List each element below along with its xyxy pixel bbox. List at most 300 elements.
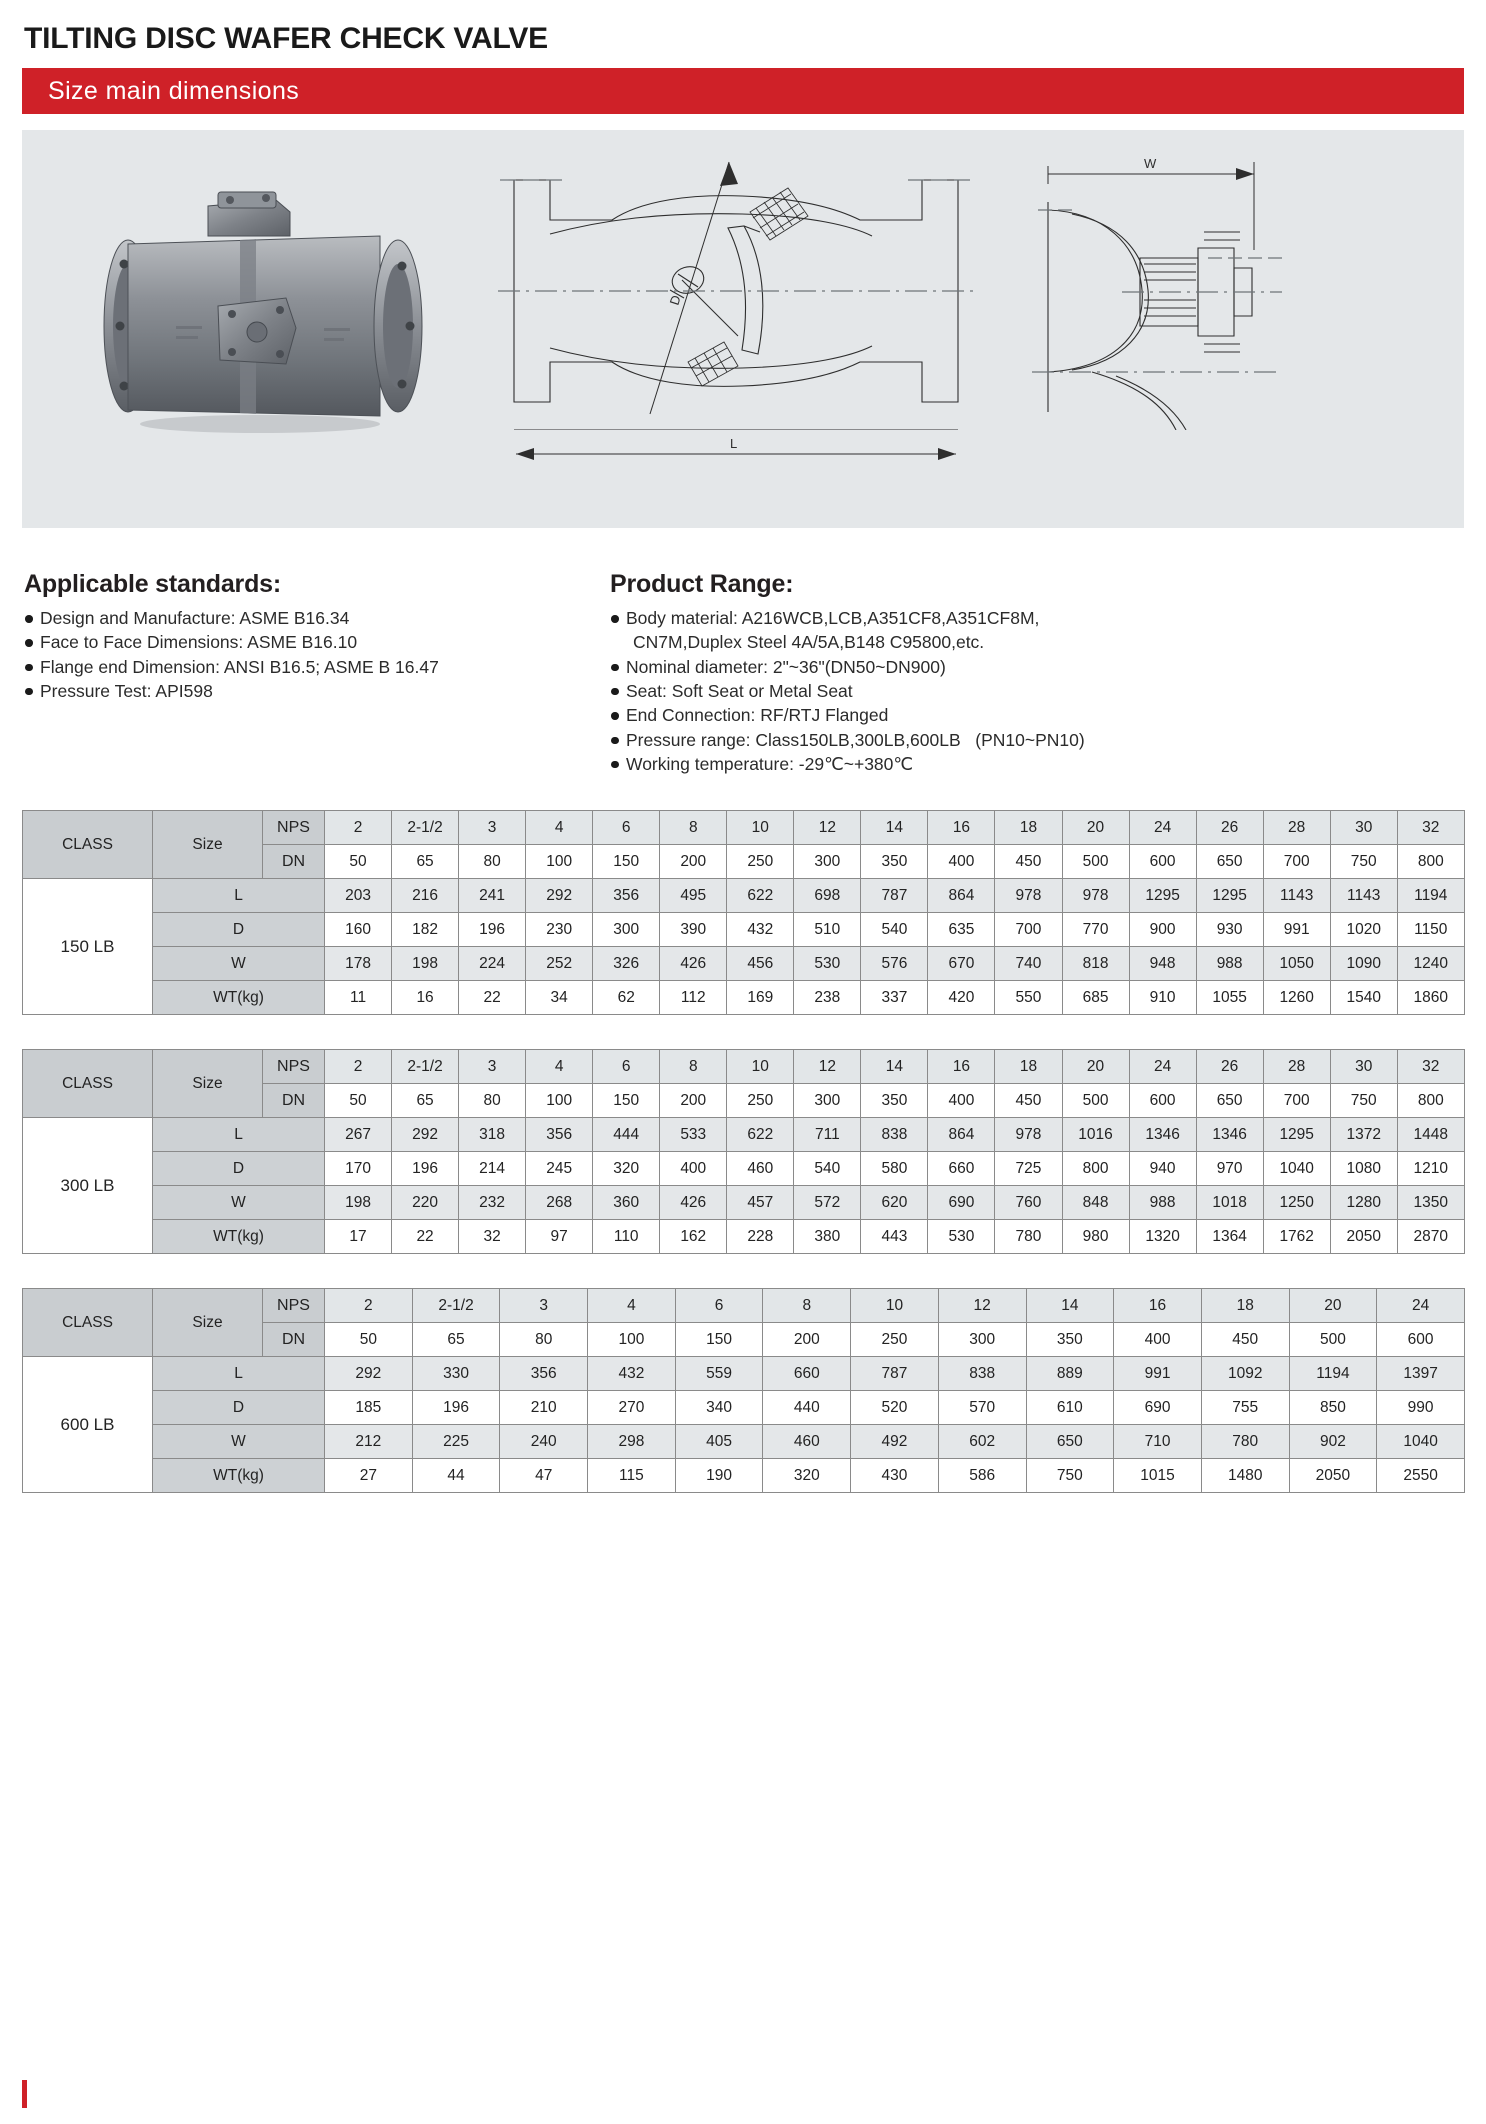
cell-L-10: 978 [995, 1118, 1062, 1152]
dn-value-1: 65 [392, 845, 459, 879]
cell-W-13: 1018 [1196, 1186, 1263, 1220]
list-item-continuation: CN7M,Duplex Steel 4A/5A,B148 C95800,etc. [633, 632, 985, 653]
cell-L-3: 432 [588, 1357, 676, 1391]
cell-D-10: 700 [995, 913, 1062, 947]
cell-W-7: 530 [794, 947, 861, 981]
cell-L-8: 787 [861, 879, 928, 913]
table-row [23, 947, 1465, 981]
nps-value-4: 6 [675, 1289, 763, 1323]
cell-W-1: 198 [392, 947, 459, 981]
cell-L-10: 1092 [1201, 1357, 1289, 1391]
dimension-label-d: D [666, 293, 684, 307]
nps-value-0: 2 [325, 1050, 392, 1084]
nps-value-2: 3 [500, 1289, 588, 1323]
cell-L-5: 660 [763, 1357, 851, 1391]
cell-D-0: 185 [325, 1391, 413, 1425]
cell-W-2: 240 [500, 1425, 588, 1459]
dn-value-8: 350 [1026, 1323, 1114, 1357]
table-row [23, 1459, 1465, 1493]
cell-L-1: 216 [392, 879, 459, 913]
cell-L-1: 292 [392, 1118, 459, 1152]
nps-value-10: 18 [1201, 1289, 1289, 1323]
cell-L-6: 787 [851, 1357, 939, 1391]
cell-WTkg-2: 47 [500, 1459, 588, 1493]
cell-D-10: 725 [995, 1152, 1062, 1186]
class-label: 600 LB [23, 1357, 153, 1493]
nps-value-12: 24 [1129, 1050, 1196, 1084]
info-columns [22, 570, 1464, 776]
cell-D-2: 210 [500, 1391, 588, 1425]
cell-D-7: 570 [938, 1391, 1026, 1425]
dn-value-6: 250 [851, 1323, 939, 1357]
cell-W-16: 1240 [1397, 947, 1464, 981]
class-label: 150 LB [23, 879, 153, 1015]
cell-L-4: 559 [675, 1357, 763, 1391]
cell-W-5: 426 [660, 1186, 727, 1220]
cell-D-5: 400 [660, 1152, 727, 1186]
cell-D-4: 340 [675, 1391, 763, 1425]
row-label-W: W [153, 947, 325, 981]
cell-L-9: 864 [928, 879, 995, 913]
cell-D-7: 510 [794, 913, 861, 947]
cell-D-15: 1020 [1330, 913, 1397, 947]
nps-value-13: 26 [1196, 1050, 1263, 1084]
dn-value-9: 400 [928, 845, 995, 879]
nps-value-12: 24 [1129, 811, 1196, 845]
row-label-D: D [153, 1152, 325, 1186]
cell-W-3: 252 [526, 947, 593, 981]
dn-value-12: 600 [1129, 1084, 1196, 1118]
dn-value-7: 300 [938, 1323, 1026, 1357]
cell-W-16: 1350 [1397, 1186, 1464, 1220]
dimension-label-l: L [730, 436, 738, 451]
applicable-standards-heading: Applicable standards: [24, 570, 281, 598]
cell-L-7: 838 [938, 1357, 1026, 1391]
nps-value-9: 16 [1114, 1289, 1202, 1323]
cell-L-2: 356 [500, 1357, 588, 1391]
dn-value-13: 650 [1196, 1084, 1263, 1118]
cell-D-6: 520 [851, 1391, 939, 1425]
dn-value-10: 450 [995, 1084, 1062, 1118]
cell-WTkg-10: 550 [995, 981, 1062, 1015]
cell-WTkg-8: 337 [861, 981, 928, 1015]
cell-L-12: 1295 [1129, 879, 1196, 913]
cell-L-0: 203 [325, 879, 392, 913]
cell-D-14: 1040 [1263, 1152, 1330, 1186]
dn-value-5: 200 [660, 1084, 727, 1118]
cell-WTkg-0: 27 [325, 1459, 413, 1493]
nps-value-11: 20 [1289, 1289, 1377, 1323]
cell-WTkg-10: 780 [995, 1220, 1062, 1254]
dn-value-6: 250 [727, 1084, 794, 1118]
cell-D-8: 610 [1026, 1391, 1114, 1425]
cell-WTkg-5: 112 [660, 981, 727, 1015]
cell-WTkg-14: 1762 [1263, 1220, 1330, 1254]
cell-L-5: 495 [660, 879, 727, 913]
cell-WTkg-12: 1320 [1129, 1220, 1196, 1254]
dn-value-5: 200 [660, 845, 727, 879]
cell-W-12: 1040 [1377, 1425, 1465, 1459]
cell-L-14: 1143 [1263, 879, 1330, 913]
cell-D-8: 540 [861, 913, 928, 947]
nps-value-3: 4 [526, 1050, 593, 1084]
row-label-L: L [153, 1357, 325, 1391]
dn-value-14: 700 [1263, 1084, 1330, 1118]
dn-value-11: 500 [1062, 1084, 1129, 1118]
nps-value-7: 12 [794, 1050, 861, 1084]
header-class-label: CLASS [23, 1050, 153, 1118]
dn-value-9: 400 [1114, 1323, 1202, 1357]
cell-W-5: 460 [763, 1425, 851, 1459]
cell-W-6: 492 [851, 1425, 939, 1459]
product-range-block [584, 570, 1284, 776]
cell-L-10: 978 [995, 879, 1062, 913]
cell-WTkg-7: 586 [938, 1459, 1026, 1493]
cell-D-2: 214 [459, 1152, 526, 1186]
dn-value-0: 50 [325, 845, 392, 879]
dn-value-0: 50 [325, 1084, 392, 1118]
cell-D-1: 196 [392, 1152, 459, 1186]
dn-value-7: 300 [794, 1084, 861, 1118]
cell-W-8: 576 [861, 947, 928, 981]
row-label-WTkg: WT(kg) [153, 1459, 325, 1493]
cell-D-4: 300 [593, 913, 660, 947]
row-label-W: W [153, 1186, 325, 1220]
nps-value-5: 8 [660, 811, 727, 845]
cell-WTkg-1: 22 [392, 1220, 459, 1254]
cell-L-16: 1194 [1397, 879, 1464, 913]
cell-WTkg-2: 22 [459, 981, 526, 1015]
dn-value-4: 150 [593, 845, 660, 879]
nps-value-2: 3 [459, 811, 526, 845]
cell-W-13: 988 [1196, 947, 1263, 981]
cell-WTkg-0: 11 [325, 981, 392, 1015]
cell-WTkg-4: 110 [593, 1220, 660, 1254]
cell-WTkg-9: 1015 [1114, 1459, 1202, 1493]
cell-WTkg-16: 2870 [1397, 1220, 1464, 1254]
cell-W-0: 178 [325, 947, 392, 981]
nps-value-14: 28 [1263, 811, 1330, 845]
nps-value-9: 16 [928, 1050, 995, 1084]
nps-value-1: 2-1/2 [392, 1050, 459, 1084]
dn-value-13: 650 [1196, 845, 1263, 879]
header-size-label: Size [153, 811, 263, 879]
cell-D-3: 230 [526, 913, 593, 947]
cell-W-9: 670 [928, 947, 995, 981]
cell-WTkg-12: 2550 [1377, 1459, 1465, 1493]
cell-W-15: 1280 [1330, 1186, 1397, 1220]
table-row [23, 1152, 1465, 1186]
nps-value-3: 4 [526, 811, 593, 845]
cell-WTkg-15: 2050 [1330, 1220, 1397, 1254]
cell-W-3: 298 [588, 1425, 676, 1459]
header-class-label: CLASS [23, 1289, 153, 1357]
header-nps-label: NPS [263, 1289, 325, 1323]
cell-WTkg-9: 530 [928, 1220, 995, 1254]
cell-W-4: 326 [593, 947, 660, 981]
cell-L-11: 978 [1062, 879, 1129, 913]
nps-value-12: 24 [1377, 1289, 1465, 1323]
row-label-L: L [153, 879, 325, 913]
cell-D-11: 800 [1062, 1152, 1129, 1186]
cell-WTkg-3: 115 [588, 1459, 676, 1493]
cell-WTkg-7: 238 [794, 981, 861, 1015]
cell-W-6: 456 [727, 947, 794, 981]
cell-W-9: 690 [928, 1186, 995, 1220]
table-header-row-nps [23, 811, 1465, 845]
cell-D-12: 940 [1129, 1152, 1196, 1186]
dn-value-4: 150 [593, 1084, 660, 1118]
header-dn-label: DN [263, 845, 325, 879]
cell-WTkg-5: 162 [660, 1220, 727, 1254]
nps-value-10: 18 [995, 811, 1062, 845]
header-nps-label: NPS [263, 811, 325, 845]
cell-W-10: 760 [995, 1186, 1062, 1220]
datasheet-page [0, 22, 1486, 2124]
cell-D-2: 196 [459, 913, 526, 947]
cell-L-15: 1372 [1330, 1118, 1397, 1152]
cell-W-1: 220 [392, 1186, 459, 1220]
nps-value-4: 6 [593, 1050, 660, 1084]
cell-WTkg-11: 980 [1062, 1220, 1129, 1254]
list-item: Pressure range: Class150LB,300LB,600LB (PN10~PN10) [610, 728, 1284, 752]
table-row [23, 913, 1465, 947]
cell-WTkg-8: 443 [861, 1220, 928, 1254]
cell-WTkg-5: 320 [763, 1459, 851, 1493]
cell-W-1: 225 [412, 1425, 500, 1459]
table-row [23, 1118, 1465, 1152]
cell-D-6: 432 [727, 913, 794, 947]
cell-WTkg-13: 1055 [1196, 981, 1263, 1015]
nps-value-2: 3 [459, 1050, 526, 1084]
cell-W-4: 360 [593, 1186, 660, 1220]
cell-L-11: 1016 [1062, 1118, 1129, 1152]
cell-D-12: 900 [1129, 913, 1196, 947]
nps-value-13: 26 [1196, 811, 1263, 845]
dn-value-5: 200 [763, 1323, 851, 1357]
class-label: 300 LB [23, 1118, 153, 1254]
nps-value-10: 18 [995, 1050, 1062, 1084]
cell-D-4: 320 [593, 1152, 660, 1186]
dn-value-8: 350 [861, 1084, 928, 1118]
nps-value-14: 28 [1263, 1050, 1330, 1084]
cell-L-2: 241 [459, 879, 526, 913]
cell-WTkg-16: 1860 [1397, 981, 1464, 1015]
page-footer-mark [22, 2080, 27, 2108]
dn-value-3: 100 [526, 1084, 593, 1118]
nps-value-3: 4 [588, 1289, 676, 1323]
row-label-D: D [153, 913, 325, 947]
dn-value-11: 500 [1062, 845, 1129, 879]
cell-W-14: 1050 [1263, 947, 1330, 981]
nps-value-7: 12 [794, 811, 861, 845]
header-size-label: Size [153, 1289, 263, 1357]
nps-value-16: 32 [1397, 1050, 1464, 1084]
list-item: Design and Manufacture: ASME B16.34 [24, 606, 584, 630]
nps-value-16: 32 [1397, 811, 1464, 845]
nps-value-9: 16 [928, 811, 995, 845]
table-row [23, 981, 1465, 1015]
nps-value-1: 2-1/2 [412, 1289, 500, 1323]
cell-D-9: 690 [1114, 1391, 1202, 1425]
product-range-list [610, 606, 1284, 776]
cell-W-2: 232 [459, 1186, 526, 1220]
nps-value-15: 30 [1330, 811, 1397, 845]
valve-photo [80, 178, 470, 443]
nps-value-5: 8 [763, 1289, 851, 1323]
cell-L-6: 622 [727, 879, 794, 913]
dimension-table-150-lb [22, 810, 1465, 1015]
cell-WTkg-2: 32 [459, 1220, 526, 1254]
cell-WTkg-1: 44 [412, 1459, 500, 1493]
header-dn-label: DN [263, 1323, 325, 1357]
cell-W-0: 198 [325, 1186, 392, 1220]
cell-D-3: 245 [526, 1152, 593, 1186]
list-item: Body material: A216WCB,LCB,A351CF8,A351CF8M, [610, 606, 1284, 630]
dn-value-15: 750 [1330, 1084, 1397, 1118]
cell-D-0: 170 [325, 1152, 392, 1186]
cell-D-10: 755 [1201, 1391, 1289, 1425]
list-item: Nominal diameter: 2"~36"(DN50~DN900) [610, 655, 1284, 679]
cell-D-14: 991 [1263, 913, 1330, 947]
row-label-WTkg: WT(kg) [153, 981, 325, 1015]
cell-W-4: 405 [675, 1425, 763, 1459]
cell-L-13: 1295 [1196, 879, 1263, 913]
header-nps-label: NPS [263, 1050, 325, 1084]
cell-L-3: 292 [526, 879, 593, 913]
cell-D-13: 970 [1196, 1152, 1263, 1186]
table-row [23, 1425, 1465, 1459]
list-item: End Connection: RF/RTJ Flanged [610, 703, 1284, 727]
dn-value-1: 65 [412, 1323, 500, 1357]
cell-L-0: 292 [325, 1357, 413, 1391]
cell-L-15: 1143 [1330, 879, 1397, 913]
cell-L-5: 533 [660, 1118, 727, 1152]
row-label-WTkg: WT(kg) [153, 1220, 325, 1254]
table-row [23, 879, 1465, 913]
cell-D-9: 635 [928, 913, 995, 947]
dn-value-10: 450 [1201, 1323, 1289, 1357]
nps-value-6: 10 [727, 811, 794, 845]
nps-value-6: 10 [727, 1050, 794, 1084]
header-size-label: Size [153, 1050, 263, 1118]
dn-value-7: 300 [794, 845, 861, 879]
row-label-W: W [153, 1425, 325, 1459]
cell-W-7: 602 [938, 1425, 1026, 1459]
table-row [23, 1220, 1465, 1254]
cell-W-9: 710 [1114, 1425, 1202, 1459]
header-dn-label: DN [263, 1084, 325, 1118]
row-label-L: L [153, 1118, 325, 1152]
dn-value-4: 150 [675, 1323, 763, 1357]
dn-value-1: 65 [392, 1084, 459, 1118]
cell-WTkg-0: 17 [325, 1220, 392, 1254]
cell-W-11: 818 [1062, 947, 1129, 981]
cell-D-5: 440 [763, 1391, 851, 1425]
list-item: Face to Face Dimensions: ASME B16.10 [24, 630, 584, 654]
cell-L-7: 711 [794, 1118, 861, 1152]
cell-L-13: 1346 [1196, 1118, 1263, 1152]
dn-value-16: 800 [1397, 845, 1464, 879]
cell-L-8: 889 [1026, 1357, 1114, 1391]
table-row [23, 1391, 1465, 1425]
cell-WTkg-4: 190 [675, 1459, 763, 1493]
cell-L-3: 356 [526, 1118, 593, 1152]
nps-value-8: 14 [861, 1050, 928, 1084]
table-header-row-nps [23, 1289, 1465, 1323]
cell-WTkg-3: 97 [526, 1220, 593, 1254]
section-banner-label: Size main dimensions [48, 76, 300, 105]
cell-W-10: 740 [995, 947, 1062, 981]
nps-value-4: 6 [593, 811, 660, 845]
nps-value-6: 10 [851, 1289, 939, 1323]
dn-value-0: 50 [325, 1323, 413, 1357]
cell-WTkg-4: 62 [593, 981, 660, 1015]
cell-D-16: 1150 [1397, 913, 1464, 947]
cell-W-15: 1090 [1330, 947, 1397, 981]
cell-D-5: 390 [660, 913, 727, 947]
dn-value-2: 80 [459, 845, 526, 879]
cell-W-6: 457 [727, 1186, 794, 1220]
table-header-row-nps [23, 1050, 1465, 1084]
cell-L-4: 356 [593, 879, 660, 913]
cell-W-11: 902 [1289, 1425, 1377, 1459]
cell-WTkg-6: 228 [727, 1220, 794, 1254]
cell-L-11: 1194 [1289, 1357, 1377, 1391]
dn-value-9: 400 [928, 1084, 995, 1118]
cell-WTkg-12: 910 [1129, 981, 1196, 1015]
dn-value-2: 80 [459, 1084, 526, 1118]
dn-value-3: 100 [588, 1323, 676, 1357]
cell-W-0: 212 [325, 1425, 413, 1459]
cell-L-6: 622 [727, 1118, 794, 1152]
cell-WTkg-6: 430 [851, 1459, 939, 1493]
nps-value-8: 14 [1026, 1289, 1114, 1323]
cell-L-2: 318 [459, 1118, 526, 1152]
cell-WTkg-14: 1260 [1263, 981, 1330, 1015]
nps-value-11: 20 [1062, 1050, 1129, 1084]
cell-W-12: 988 [1129, 1186, 1196, 1220]
cell-L-7: 698 [794, 879, 861, 913]
dimension-table-600-lb [22, 1288, 1465, 1493]
figure-panel [22, 130, 1464, 528]
list-item: Pressure Test: API598 [24, 679, 584, 703]
cell-WTkg-7: 380 [794, 1220, 861, 1254]
cell-L-12: 1346 [1129, 1118, 1196, 1152]
cell-WTkg-13: 1364 [1196, 1220, 1263, 1254]
cell-L-0: 267 [325, 1118, 392, 1152]
cell-W-8: 650 [1026, 1425, 1114, 1459]
product-range-heading: Product Range: [610, 570, 794, 598]
table-row [23, 1186, 1465, 1220]
cell-W-14: 1250 [1263, 1186, 1330, 1220]
dn-value-8: 350 [861, 845, 928, 879]
dimension-table-300-lb [22, 1049, 1465, 1254]
dimension-tables [22, 810, 1464, 1493]
cell-W-2: 224 [459, 947, 526, 981]
dn-value-12: 600 [1129, 845, 1196, 879]
nps-value-0: 2 [325, 1289, 413, 1323]
cell-WTkg-8: 750 [1026, 1459, 1114, 1493]
cell-WTkg-6: 169 [727, 981, 794, 1015]
applicable-standards-block [24, 570, 584, 776]
row-label-D: D [153, 1391, 325, 1425]
dn-value-3: 100 [526, 845, 593, 879]
dn-value-2: 80 [500, 1323, 588, 1357]
cell-L-9: 864 [928, 1118, 995, 1152]
nps-value-15: 30 [1330, 1050, 1397, 1084]
cell-L-8: 838 [861, 1118, 928, 1152]
